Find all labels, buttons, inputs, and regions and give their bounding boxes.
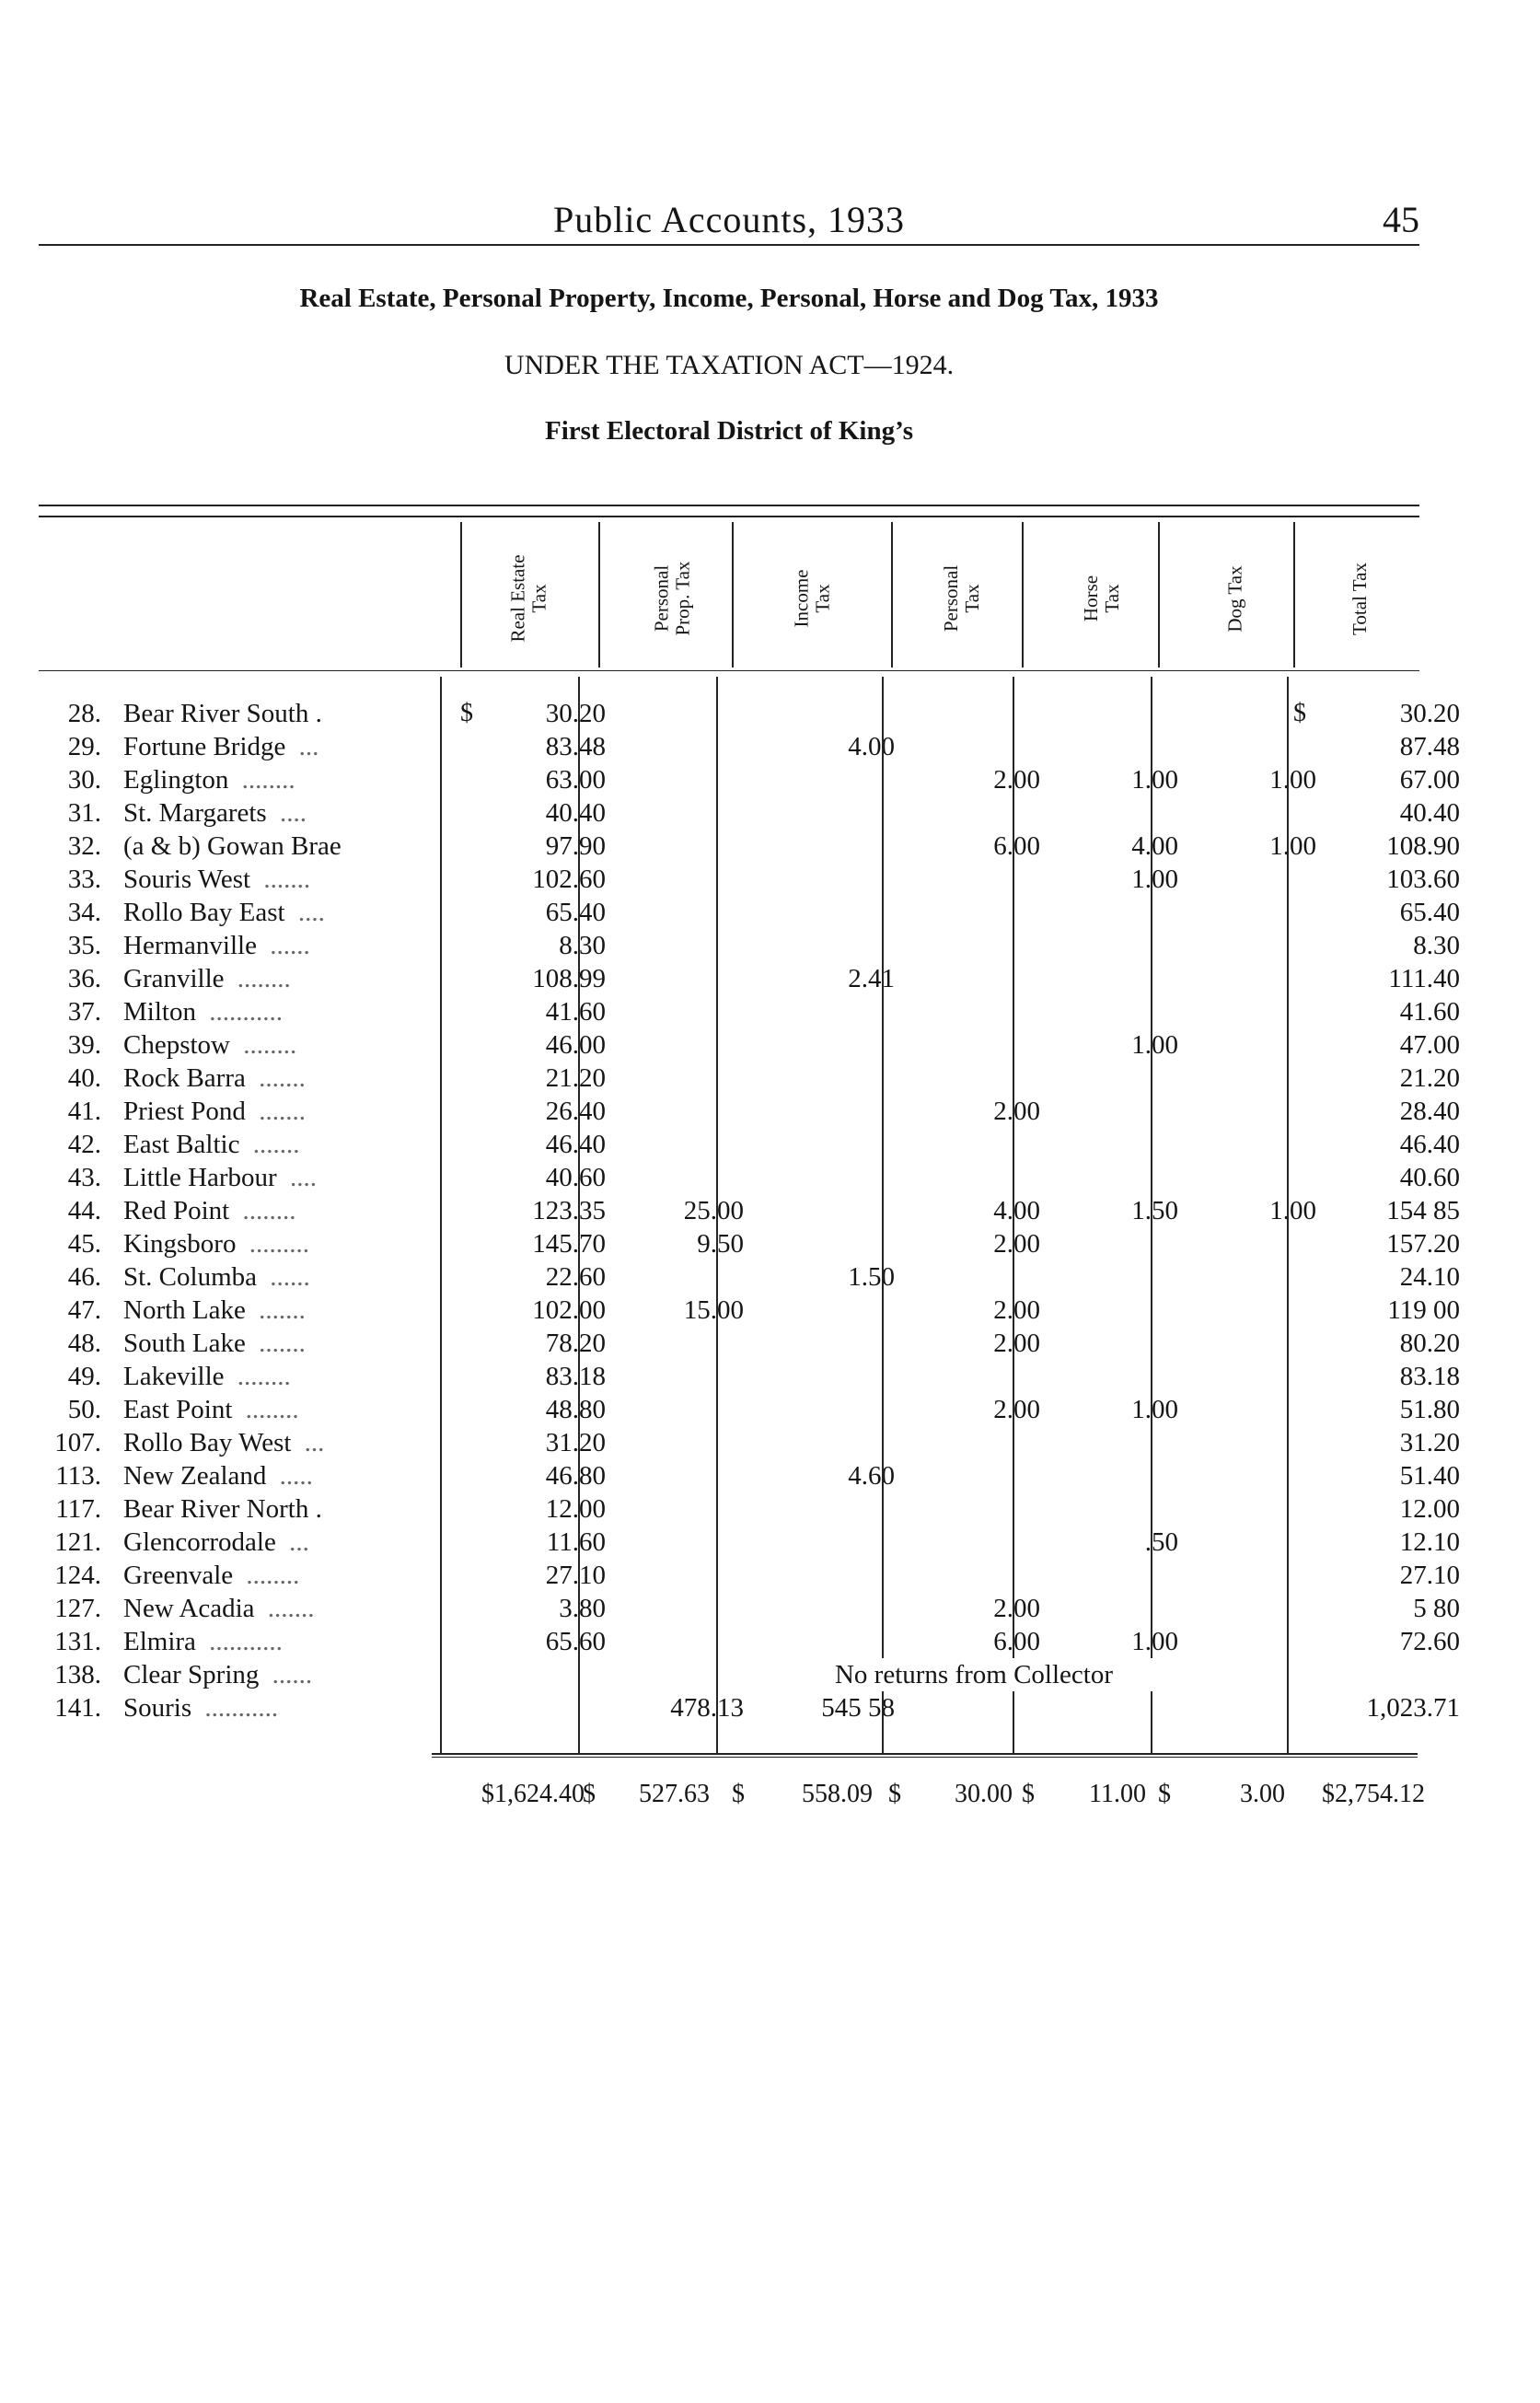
row-number: 138. — [54, 1660, 101, 1689]
cell-real: 8.30 — [559, 931, 606, 960]
header-divider — [460, 522, 462, 668]
place-name: Chepstow — [123, 1030, 237, 1060]
column-header-label: Real Estate Tax — [506, 554, 550, 643]
place-name: Lakeville — [123, 1362, 231, 1391]
column-header-label: Dog Tax — [1224, 564, 1246, 633]
table-row — [35, 962, 1460, 995]
place-name-cell — [123, 730, 482, 763]
table-row — [35, 796, 1460, 830]
totals-rule — [432, 1753, 1418, 1755]
place-name-cell — [123, 763, 482, 796]
cell-horse: 1.00 — [1131, 1627, 1178, 1656]
cell-real: 11.60 — [546, 1527, 606, 1557]
row-number: 35. — [67, 931, 101, 960]
place-name: Fortune Bridge — [123, 732, 292, 761]
place-name: Little Harbour — [123, 1163, 284, 1192]
cell-total: 67.00 — [1399, 765, 1460, 795]
cell-income: 2.41 — [848, 964, 895, 993]
cell-total: 154 85 — [1386, 1196, 1460, 1225]
place-name-cell — [123, 1294, 482, 1327]
leader-dots: ........ — [239, 1561, 300, 1590]
cell-personal: 4.00 — [993, 1196, 1040, 1225]
column-divider — [882, 677, 884, 1753]
table-row — [35, 1028, 1460, 1062]
total-income: 558.09 — [802, 1780, 873, 1808]
cell-real: 123.35 — [532, 1196, 606, 1225]
cell-real: 40.60 — [545, 1163, 606, 1192]
place-name: Priest Pond — [123, 1097, 252, 1126]
cell-real: 40.40 — [545, 798, 606, 828]
cell-personal: 2.00 — [993, 1594, 1040, 1623]
header-divider — [1293, 522, 1295, 668]
cell-total: 24.10 — [1399, 1262, 1460, 1292]
leader-dots: ... — [297, 1428, 325, 1457]
cell-total: 80.20 — [1399, 1329, 1460, 1358]
table-row — [35, 1194, 1460, 1227]
cell-horse: .50 — [1144, 1527, 1178, 1557]
leader-dots: ...... — [262, 931, 310, 960]
cell-total: 108.90 — [1386, 831, 1460, 861]
row-number: 39. — [67, 1030, 101, 1060]
table-row — [35, 1260, 1460, 1294]
place-name-cell — [123, 1592, 482, 1625]
table-row — [35, 1294, 1460, 1327]
currency-mark: $ — [1158, 1780, 1171, 1808]
cell-total: 31.20 — [1399, 1428, 1460, 1457]
total-total: $2,754.12 — [1322, 1780, 1425, 1808]
place-name: Rock Barra — [123, 1063, 252, 1093]
cell-horse: 1.00 — [1131, 1395, 1178, 1424]
cell-real: 22.60 — [545, 1262, 606, 1292]
place-name-cell — [123, 1028, 482, 1062]
header-divider — [1022, 522, 1024, 668]
table-row — [35, 1128, 1460, 1161]
row-number: 141. — [54, 1693, 101, 1723]
place-name-cell — [123, 1625, 482, 1658]
row-number: 37. — [67, 997, 101, 1027]
leader-dots: ... — [282, 1527, 309, 1557]
row-number: 30. — [67, 765, 101, 795]
row-number: 46. — [67, 1262, 101, 1292]
place-name-cell — [123, 1260, 482, 1294]
cell-personal: 6.00 — [993, 1627, 1040, 1656]
row-number: 107. — [54, 1428, 101, 1457]
cell-total: 51.40 — [1399, 1461, 1460, 1491]
leader-dots: ........ — [236, 1196, 296, 1225]
column-header-label: Total Tax — [1349, 562, 1371, 635]
cell-total: 65.40 — [1399, 898, 1460, 927]
currency-mark: $ — [1022, 1780, 1035, 1808]
table-row — [35, 730, 1460, 763]
column-header-personal-property — [603, 539, 741, 658]
row-number: 113. — [55, 1461, 101, 1491]
cell-horse: 1.00 — [1131, 1030, 1178, 1060]
cell-total: 40.60 — [1399, 1163, 1460, 1192]
column-header-label: Personal Tax — [939, 564, 983, 633]
cell-total: 41.60 — [1399, 997, 1460, 1027]
cell-real: 3.80 — [559, 1594, 606, 1623]
leader-dots: ....... — [251, 1295, 306, 1325]
column-divider — [1151, 677, 1152, 1753]
cell-total: 47.00 — [1399, 1030, 1460, 1060]
place-name-cell — [123, 962, 482, 995]
cell-real: 12.00 — [545, 1494, 606, 1524]
table-row — [35, 929, 1460, 962]
column-divider — [1013, 677, 1014, 1753]
table-row — [35, 1625, 1460, 1658]
cell-personal-property: 25.00 — [683, 1196, 744, 1225]
table-row — [35, 1592, 1460, 1625]
cell-total: 72.60 — [1399, 1627, 1460, 1656]
column-divider — [716, 677, 718, 1753]
place-name: Red Point — [123, 1196, 236, 1225]
total-horse: 11.00 — [1089, 1780, 1146, 1808]
cell-dog: 1.00 — [1269, 1196, 1316, 1225]
place-name: Rollo Bay East — [123, 898, 292, 927]
leader-dots: ........ — [235, 765, 295, 795]
cell-real: 102.00 — [532, 1295, 606, 1325]
leader-dots: ....... — [257, 865, 311, 894]
header-bottom-rule — [39, 670, 1419, 671]
running-title: Public Accounts, 1933 — [552, 199, 906, 240]
cell-personal-property: 15.00 — [683, 1295, 744, 1325]
table-row — [35, 995, 1460, 1028]
place-name-cell — [123, 1393, 482, 1426]
place-name: Glencorrodale — [123, 1527, 283, 1557]
leader-dots: ........... — [202, 997, 283, 1027]
column-header-total — [1298, 539, 1422, 658]
table-row — [35, 1360, 1460, 1393]
total-personal: 30.00 — [955, 1780, 1013, 1808]
currency-mark: $ — [732, 1780, 745, 1808]
leader-dots: ........ — [238, 1395, 299, 1424]
row-number: 41. — [67, 1097, 101, 1126]
place-name-cell — [123, 697, 482, 730]
cell-real: 27.10 — [545, 1561, 606, 1590]
cell-total: 103.60 — [1386, 865, 1460, 894]
cell-real: 31.20 — [545, 1428, 606, 1457]
place-name-cell — [123, 796, 482, 830]
cell-income: 4.60 — [848, 1461, 895, 1491]
column-header-real-estate — [460, 539, 598, 658]
cell-total: 111.40 — [1388, 964, 1460, 993]
cell-total: 8.30 — [1413, 931, 1460, 960]
cell-horse: 1.50 — [1131, 1196, 1178, 1225]
place-name: Bear River North . — [123, 1494, 329, 1524]
place-name-cell — [123, 995, 482, 1028]
place-name-cell — [123, 1492, 482, 1526]
district-title: First Electoral District of King’s — [545, 416, 913, 446]
report-title: Real Estate, Personal Property, Income, Personal, Horse and Dog Tax, 1933 — [299, 284, 1159, 313]
place-name: St. Margarets — [123, 798, 273, 828]
table-row — [35, 1227, 1460, 1260]
row-number: 34. — [67, 898, 101, 927]
column-header-label: Personal Prop. Tax — [649, 561, 693, 636]
place-name: New Zealand — [123, 1461, 272, 1491]
page-number: 45 — [1383, 199, 1419, 240]
cell-personal: 2.00 — [993, 1229, 1040, 1259]
cell-real: 102.60 — [532, 865, 606, 894]
currency-mark: $ — [460, 699, 473, 727]
place-name-cell — [123, 1426, 482, 1459]
cell-real: 48.80 — [545, 1395, 606, 1424]
cell-total: 5 80 — [1413, 1594, 1460, 1623]
cell-total: 30.20 — [1399, 699, 1460, 728]
header-rule — [39, 244, 1419, 246]
cell-personal: 2.00 — [993, 1097, 1040, 1126]
cell-dog: 1.00 — [1269, 765, 1316, 795]
table-row — [35, 697, 1460, 730]
row-number: 36. — [67, 964, 101, 993]
cell-personal: 2.00 — [993, 1395, 1040, 1424]
cell-real: 78.20 — [545, 1329, 606, 1358]
cell-real: 83.48 — [545, 732, 606, 761]
act-title: UNDER THE TAXATION ACT—1924. — [504, 350, 955, 380]
cell-dog: 1.00 — [1269, 831, 1316, 861]
table-row — [35, 1559, 1460, 1592]
place-name: Bear River South . — [123, 699, 329, 728]
leader-dots: ....... — [261, 1594, 315, 1623]
leader-dots: ....... — [251, 1063, 306, 1093]
leader-dots: ........ — [237, 1030, 297, 1060]
place-name: Granville — [123, 964, 231, 993]
header-divider — [1158, 522, 1160, 668]
cell-personal: 2.00 — [993, 765, 1040, 795]
table-top-rule — [39, 505, 1419, 506]
table-row — [35, 1062, 1460, 1095]
place-name-cell — [123, 1658, 482, 1691]
place-name: Eglington — [123, 765, 235, 795]
leader-dots: .... — [283, 1163, 317, 1192]
place-name-cell — [123, 1062, 482, 1095]
row-number: 131. — [54, 1627, 101, 1656]
row-number: 49. — [67, 1362, 101, 1391]
cell-horse: 1.00 — [1131, 765, 1178, 795]
cell-total: 12.10 — [1399, 1527, 1460, 1557]
cell-total: 87.48 — [1399, 732, 1460, 761]
place-name: Clear Spring — [123, 1660, 265, 1689]
header-divider — [891, 522, 893, 668]
row-number: 50. — [67, 1395, 101, 1424]
currency-mark: $ — [888, 1780, 901, 1808]
place-name-cell — [123, 929, 482, 962]
place-name: Rollo Bay West — [123, 1428, 297, 1457]
table-row — [35, 1459, 1460, 1492]
place-name: Souris — [123, 1693, 198, 1723]
leader-dots: .... — [291, 898, 325, 927]
total-real: $1,624.40 — [481, 1780, 585, 1808]
column-header-dog — [1169, 539, 1303, 658]
place-name-cell — [123, 896, 482, 929]
row-number: 42. — [67, 1130, 101, 1159]
cell-total: 27.10 — [1399, 1561, 1460, 1590]
leader-dots: ...... — [265, 1660, 313, 1689]
running-head — [39, 198, 1419, 242]
cell-personal: 2.00 — [993, 1329, 1040, 1358]
column-header-horse — [1036, 539, 1169, 658]
row-number: 127. — [54, 1594, 101, 1623]
row-number: 43. — [67, 1163, 101, 1192]
table-row — [35, 1691, 1460, 1724]
place-name-cell — [123, 1227, 482, 1260]
cell-personal: 2.00 — [993, 1295, 1040, 1325]
place-name: East Baltic — [123, 1130, 246, 1159]
cell-personal-property: 478.13 — [670, 1693, 744, 1723]
cell-real: 46.00 — [545, 1030, 606, 1060]
cell-real: 26.40 — [545, 1097, 606, 1126]
table-row — [35, 763, 1460, 796]
row-number: 47. — [67, 1295, 101, 1325]
cell-horse: 4.00 — [1131, 831, 1178, 861]
place-name-cell — [123, 1327, 482, 1360]
cell-income: 4.00 — [848, 732, 895, 761]
table-row — [35, 1492, 1460, 1526]
cell-real: 46.40 — [545, 1130, 606, 1159]
table-row — [35, 896, 1460, 929]
row-number: 28. — [67, 699, 101, 728]
leader-dots: ...... — [263, 1262, 310, 1292]
cell-total: 1,023.71 — [1366, 1693, 1460, 1723]
cell-real: 41.60 — [545, 997, 606, 1027]
cell-real: 30.20 — [545, 699, 606, 728]
row-number: 124. — [54, 1561, 101, 1590]
place-name-cell — [123, 863, 482, 896]
leader-dots: ......... — [242, 1229, 309, 1259]
cell-total: 40.40 — [1399, 798, 1460, 828]
cell-total: 83.18 — [1399, 1362, 1460, 1391]
leader-dots: ........... — [198, 1693, 279, 1723]
place-name-cell — [123, 1526, 482, 1559]
place-name-cell — [123, 1559, 482, 1592]
row-number: 121. — [54, 1527, 101, 1557]
cell-total: 157.20 — [1386, 1229, 1460, 1259]
cell-real: 97.90 — [545, 831, 606, 861]
place-name: East Point — [123, 1395, 238, 1424]
cell-total: 51.80 — [1399, 1395, 1460, 1424]
cell-total: 12.00 — [1399, 1494, 1460, 1524]
place-name: St. Columba — [123, 1262, 263, 1292]
cell-horse: 1.00 — [1131, 865, 1178, 894]
column-header-label: Horse Tax — [1080, 575, 1124, 622]
table-row — [35, 1426, 1460, 1459]
cell-income: 545 58 — [821, 1693, 895, 1723]
row-number: 48. — [67, 1329, 101, 1358]
cell-personal: 6.00 — [993, 831, 1040, 861]
leader-dots: ....... — [246, 1130, 300, 1159]
place-name-cell — [123, 1459, 482, 1492]
cell-real: 65.40 — [545, 898, 606, 927]
cell-total: 119 00 — [1387, 1295, 1460, 1325]
place-name-cell — [123, 830, 482, 863]
cell-real: 145.70 — [532, 1229, 606, 1259]
place-name-cell — [123, 1095, 482, 1128]
header-divider — [732, 522, 734, 668]
row-number: 29. — [67, 732, 101, 761]
place-name: Elmira — [123, 1627, 203, 1656]
place-name: (a & b) Gowan Brae — [123, 831, 348, 861]
column-header-income — [736, 539, 888, 658]
cell-real: 83.18 — [545, 1362, 606, 1391]
leader-dots: ........ — [230, 964, 291, 993]
place-name: Souris West — [123, 865, 257, 894]
table-row — [35, 830, 1460, 863]
leader-dots: ........ — [230, 1362, 291, 1391]
column-header-label: Income Tax — [790, 569, 834, 628]
place-name-cell — [123, 1161, 482, 1194]
column-divider — [440, 677, 442, 1753]
place-name: South Lake — [123, 1329, 252, 1358]
leader-dots: ....... — [251, 1329, 306, 1358]
place-name-cell — [123, 1194, 482, 1227]
currency-mark: $ — [1293, 699, 1306, 727]
table-row — [35, 1095, 1460, 1128]
total-dog: 3.00 — [1240, 1780, 1285, 1808]
place-name-cell — [123, 1128, 482, 1161]
row-number: 40. — [67, 1063, 101, 1093]
place-name-cell — [123, 1360, 482, 1393]
table-top-rule-inner — [39, 516, 1419, 517]
cell-real: 108.99 — [532, 964, 606, 993]
leader-dots: ....... — [251, 1097, 306, 1126]
column-header-personal — [893, 539, 1031, 658]
note-no-returns: No returns from Collector — [771, 1658, 1176, 1691]
cell-real: 63.00 — [545, 765, 606, 795]
row-number: 117. — [55, 1494, 101, 1524]
place-name: Milton — [123, 997, 203, 1027]
cell-real: 46.80 — [545, 1461, 606, 1491]
table-row — [35, 1393, 1460, 1426]
place-name: Kingsboro — [123, 1229, 242, 1259]
row-number: 33. — [67, 865, 101, 894]
total-personal-property: 527.63 — [639, 1780, 710, 1808]
cell-total: 21.20 — [1399, 1063, 1460, 1093]
place-name: New Acadia — [123, 1594, 261, 1623]
table-row — [35, 1327, 1460, 1360]
cell-personal-property: 9.50 — [697, 1229, 744, 1259]
cell-real: 21.20 — [545, 1063, 606, 1093]
cell-income: 1.50 — [848, 1262, 895, 1292]
leader-dots: ..... — [272, 1461, 313, 1491]
place-name: North Lake — [123, 1295, 252, 1325]
table-row — [35, 863, 1460, 896]
column-divider — [1287, 677, 1289, 1753]
table-row — [35, 1526, 1460, 1559]
row-number: 32. — [67, 831, 101, 861]
place-name: Hermanville — [123, 931, 263, 960]
leader-dots: .... — [272, 798, 307, 828]
table-row — [35, 1161, 1460, 1194]
header-divider — [598, 522, 600, 668]
cell-real: 65.60 — [545, 1627, 606, 1656]
cell-total: 28.40 — [1399, 1097, 1460, 1126]
table-row — [35, 1658, 1425, 1691]
place-name-cell — [123, 1691, 482, 1724]
row-number: 31. — [67, 798, 101, 828]
row-number: 45. — [67, 1229, 101, 1259]
place-name: Greenvale — [123, 1561, 239, 1590]
leader-dots: ... — [292, 732, 319, 761]
totals-rule-inner — [432, 1757, 1418, 1758]
column-divider — [578, 677, 580, 1753]
leader-dots: ........... — [202, 1627, 283, 1656]
currency-mark: $ — [583, 1780, 596, 1808]
cell-total: 46.40 — [1399, 1130, 1460, 1159]
row-number: 44. — [67, 1196, 101, 1225]
